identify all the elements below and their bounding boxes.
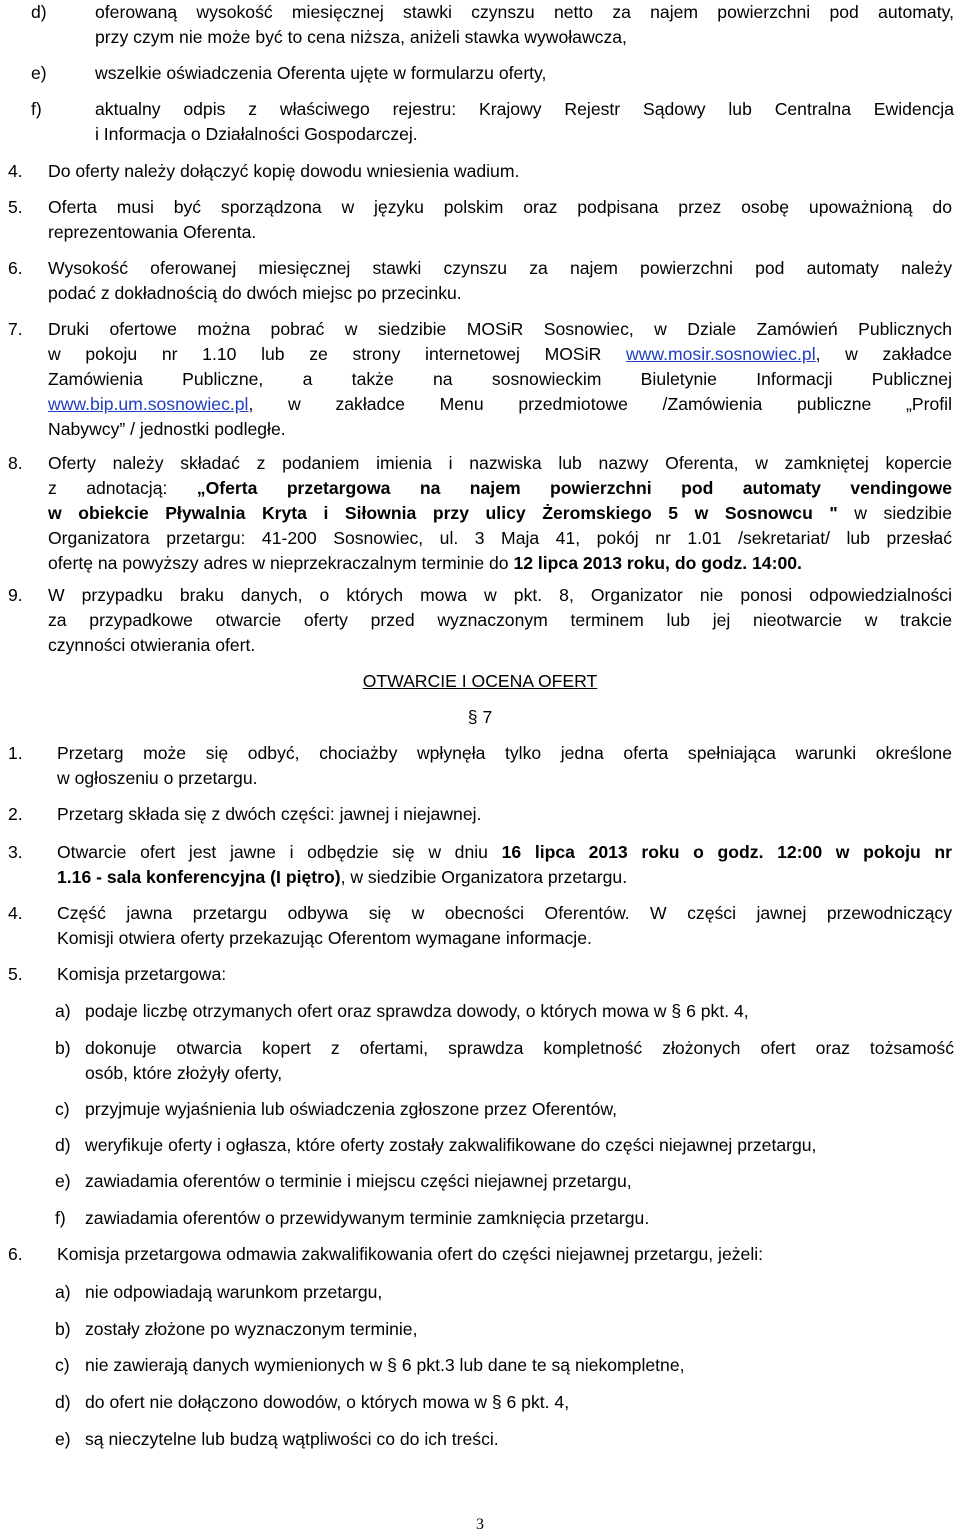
item-text-line: podaje liczbę otrzymanych ofert oraz sprawdza dowody, o których mowa w § 6 pkt. 4, [85,1001,749,1021]
item-label: e) [31,63,47,83]
item-label: a) [55,1001,71,1021]
item-text-line: nie zawierają danych wymienionych w § 6 pkt.3 lub dane te są niekompletne, [85,1355,685,1375]
item-label: e) [55,1171,71,1191]
item-text-line: Oferta musi być sporządzona w języku polskim oraz podpisana przez osobę upoważnioną do [48,197,952,217]
item-text-line: www.bip.um.sosnowiec.pl, w zakładce Menu przedmiotowe /Zamówienia publiczne „Profil [48,394,952,414]
item-number: 5. [8,197,23,217]
item-text-line: za przypadkowe otwarcie oferty przed wyznaczonym terminem lub jej nieotwarcie w trakcie [48,610,952,630]
item-number: 4. [8,903,23,923]
item-number: 8. [8,453,23,473]
item-text-line: dokonuje otwarcia kopert z ofertami, sprawdza kompletność złożonych ofert oraz tożsamość [85,1038,954,1058]
item-text-line: zostały złożone po wyznaczonym terminie, [85,1319,418,1339]
item-label: e) [55,1429,71,1449]
item-number: 5. [8,964,23,984]
section-number: § 7 [467,707,493,727]
item-text-line: czynności otwierania ofert. [48,635,256,655]
item-text-line: do ofert nie dołączono dowodów, o których mowa w § 6 pkt. 4, [85,1392,570,1412]
item-text-line: wszelkie oświadczenia Oferenta ujęte w formularzu oferty, [95,63,547,83]
item-text-line: przyjmuje wyjaśnienia lub oświadczenia zgłoszone przez Oferentów, [85,1099,617,1119]
item-number: 1. [8,743,23,763]
item-text-line: nie odpowiadają warunkom przetargu, [85,1282,383,1302]
item-number: 6. [8,1244,23,1264]
item-text-line: w ogłoszeniu o przetargu. [57,768,258,788]
item-label: b) [55,1319,71,1339]
item-text-line: Otwarcie ofert jest jawne i odbędzie się w dniu 16 lipca 2013 roku o godz. 12:00 w pokoju nr [57,842,952,862]
item-text-line: Druki ofertowe można pobrać w siedzibie MOSiR Sosnowiec, w Dziale Zamówień Publicznych [48,319,952,339]
item-text-line: osób, które złożyły oferty, [85,1063,283,1083]
item-text-line: 1.16 - sala konferencyjna (I piętro), w siedzibie Organizatora przetargu. [57,867,628,887]
item-text-line: Przetarg może się odbyć, chociażby wpłynęła tylko jedna oferta spełniająca warunki określone [57,743,952,763]
item-text-line: są nieczytelne lub budzą wątpliwości co do ich treści. [85,1429,499,1449]
page-number: 3 [476,1516,484,1533]
item-text-line: przy czym nie może być to cena niższa, aniżeli stawka wywoławcza, [95,27,627,47]
item-text-line: Nabywcy” / jednostki podległe. [48,419,286,439]
item-label: d) [55,1135,71,1155]
item-text-line: Zamówienia Publiczne, a także na sosnowieckim Biuletynie Informacji Publicznej [48,369,952,389]
item-text-line: w pokoju nr 1.10 lub ze strony internetowej MOSiR www.mosir.sosnowiec.pl, w zakładce [48,344,952,364]
item-number: 7. [8,319,23,339]
item-text-line: zawiadamia oferentów o przewidywanym terminie zamknięcia przetargu. [85,1208,650,1228]
item-text-line: Organizatora przetargu: 41-200 Sosnowiec, ul. 3 Maja 41, pokój nr 1.01 /sekretariat/ lub przesłać [48,528,952,548]
item-label: a) [55,1282,71,1302]
mosir-link[interactable]: www.mosir.sosnowiec.pl [625,344,816,364]
item-text-line: Komisji otwiera oferty przekazując Oferentom wymagane informacje. [57,928,592,948]
item-text-line: ofertę na powyższy adres w nieprzekraczalnym terminie do 12 lipca 2013 roku, do godz. 14:00. [48,553,802,573]
item-label: f) [31,99,42,119]
item-label: d) [55,1392,71,1412]
item-text-line: W przypadku braku danych, o których mowa w pkt. 8, Organizator nie ponosi odpowiedzialności [48,585,952,605]
item-label: c) [55,1355,70,1375]
item-number: 4. [8,161,23,181]
item-text-line: Oferty należy składać z podaniem imienia i nazwiska lub nazwy Oferenta, w zamkniętej kopercie [48,453,952,473]
item-text-line: Do oferty należy dołączyć kopię dowodu wniesienia wadium. [48,161,520,181]
item-number: 2. [8,804,23,824]
item-number: 6. [8,258,23,278]
item-label: d) [31,2,47,22]
item-text-line: zawiadamia oferentów o terminie i miejscu części niejawnej przetargu, [85,1171,632,1191]
item-text-line: weryfikuje oferty i ogłasza, które oferty zostały zakwalifikowane do części niejawnej przetargu, [85,1135,817,1155]
item-text-line: podać z dokładnością do dwóch miejsc po przecinku. [48,283,462,303]
item-text-line: i Informacja o Działalności Gospodarczej. [95,124,418,144]
item-label: c) [55,1099,70,1119]
item-text-line: Część jawna przetargu odbywa się w obecności Oferentów. W części jawnej przewodniczący [57,903,952,923]
item-text-line: w obiekcie Pływalnia Kryta i Siłownia przy ulicy Żeromskiego 5 w Sosnowcu " w siedzibie [48,503,952,523]
item-text-line: oferowaną wysokość miesięcznej stawki czynszu netto za najem powierzchni pod automaty, [95,2,954,22]
item-label: b) [55,1038,71,1058]
item-text-line: Przetarg składa się z dwóch części: jawnej i niejawnej. [57,804,482,824]
item-text-line: Komisja przetargowa: [57,964,227,984]
item-text-line: reprezentowania Oferenta. [48,222,257,242]
section-heading: OTWARCIE I OCENA OFERT [362,671,598,691]
item-text-line: z adnotacją: „Oferta przetargowa na najem powierzchni pod automaty vendingowe [48,478,952,498]
bip-link[interactable]: www.bip.um.sosnowiec.pl [48,394,249,414]
item-text-line: Komisja przetargowa odmawia zakwalifikowania ofert do części niejawnej przetargu, jeżeli: [57,1244,764,1264]
item-text-line: Wysokość oferowanej miesięcznej stawki czynszu za najem powierzchni pod automaty należy [48,258,952,278]
item-number: 9. [8,585,23,605]
item-text-line: aktualny odpis z właściwego rejestru: Krajowy Rejestr Sądowy lub Centralna Ewidencja [95,99,954,119]
item-label: f) [55,1208,66,1228]
item-number: 3. [8,842,23,862]
